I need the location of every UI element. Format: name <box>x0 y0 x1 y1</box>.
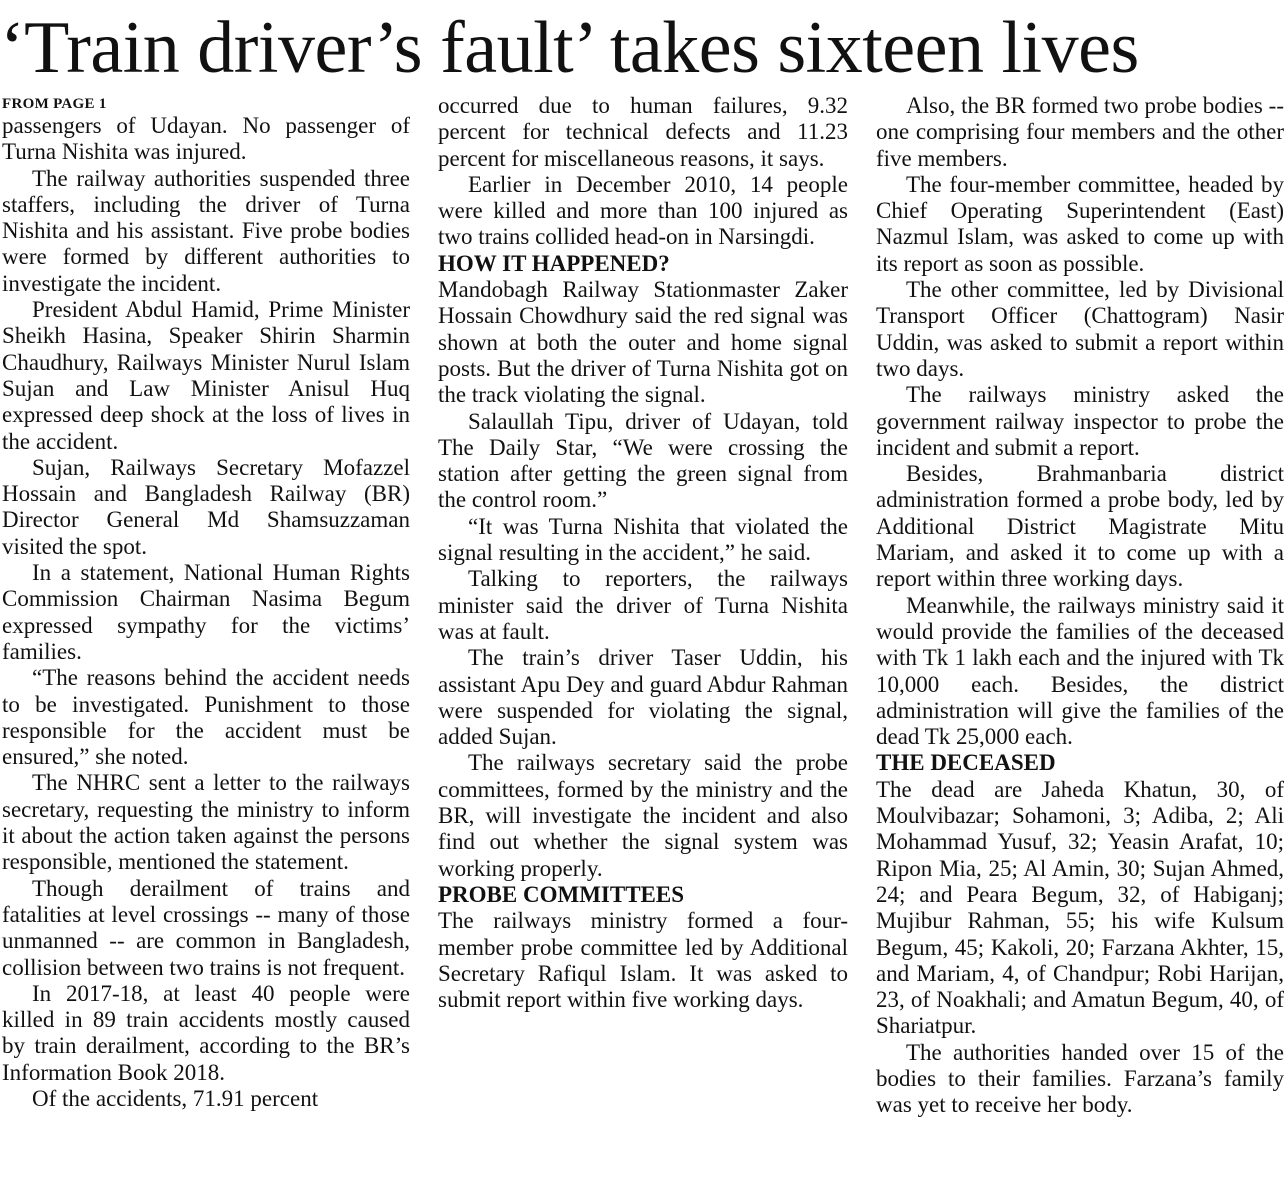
article-column-3 <box>876 93 1284 1175</box>
paragraph: In 2017-18, at least 40 people were killed in 89 train accidents mostly caused by train derailment, according to the BR’s Information Book 2018. <box>2 980 410 1085</box>
article-column-2 <box>438 93 848 1175</box>
paragraph: The four-member committee, headed by Chief Operating Superintendent (East) Nazmul Islam, was asked to come up with its report as soon as possible. <box>876 171 1284 276</box>
paragraph: Though derailment of trains and fatalities at level crossings -- many of those unmanned -- are common in Bangladesh, collision between two trains is not frequent. <box>2 875 410 980</box>
paragraph: The railways ministry formed a four-member probe committee led by Additional Secretary Rafiqul Islam. It was asked to submit report within five working days. <box>438 908 848 1013</box>
subhead-probe-committees: PROBE COMMITTEES <box>438 881 685 907</box>
paragraph: The railway authorities suspended three staffers, including the driver of Turna Nishita and his assistant. Five probe bodies were formed by different authorities to investigate the incident. <box>2 165 410 296</box>
paragraph: Of the accidents, 71.91 percent <box>32 1085 319 1111</box>
subhead-how-it-happened: HOW IT HAPPENED? <box>438 250 670 276</box>
paragraph: President Abdul Hamid, Prime Minister Sheikh Hasina, Speaker Shirin Sharmin Chaudhury, Railways Minister Nurul Islam Sujan and Law Minister Anisul Huq expressed deep shock at the loss of lives in the accident. <box>2 297 410 454</box>
paragraph: The train’s driver Taser Uddin, his assistant Apu Dey and guard Abdur Rahman were suspended for violating the signal, added Sujan. <box>438 645 848 750</box>
article-column-1 <box>2 96 410 1178</box>
subhead-the-deceased: THE DECEASED <box>876 750 1056 776</box>
paragraph: In a statement, National Human Rights Commission Chairman Nasima Begum expressed sympathy for the victims’ families. <box>2 560 410 664</box>
paragraph: The NHRC sent a letter to the railways secretary, requesting the ministry to inform it about the action taken against the persons responsible, mentioned the statement. <box>2 770 410 875</box>
paragraph: The railways secretary said the probe committees, formed by the ministry and the BR, will investigate the incident and also find out whether the signal system was working properly. <box>438 750 848 881</box>
paragraph: “It was Turna Nishita that violated the signal resulting in the accident,” he said. <box>438 513 848 566</box>
paragraph: Meanwhile, the railways ministry said it would provide the families of the deceased with Tk 1 lakh each and the injured with Tk 10,000 each. Besides, the district administration will give the families of the dead Tk 25,000 each. <box>876 592 1284 750</box>
article-headline: ‘Train driver’s fault’ takes sixteen lives <box>0 7 1139 89</box>
paragraph: Mandobagh Railway Stationmaster Zaker Hossain Chowdhury said the red signal was shown at both the outer and home signal posts. But the driver of Turna Nishita got on the track violating the signal. <box>438 277 848 408</box>
paragraph: The dead are Jaheda Khatun, 30, of Moulvibazar; Sohamoni, 3; Adiba, 2; Ali Mohammad Yusuf, 32; Yeasin Arafat, 10; Ripon Mia, 25; Al Amin, 30; Sujan Ahmed, 24; and Peara Begum, 32, of Habiganj; Mujibur Rahman, 55; his wife Kulsum Begum, 45; Kakoli, 20; Farzana Akhter, 15, and Mariam, 4, of Chandpur; Robi Harijan, 23, of Noakhali; and Amatun Begum, 40, of Shariatpur. <box>876 776 1284 1039</box>
paragraph: “The reasons behind the accident needs to be investigated. Punishment to those responsible for the accident must be ensured,” she noted. <box>2 665 410 770</box>
paragraph: Talking to reporters, the railways minister said the driver of Turna Nishita was at fault. <box>438 566 848 644</box>
paragraph: The authorities handed over 15 of the bodies to their families. Farzana’s family was yet to receive her body. <box>876 1039 1284 1118</box>
paragraph: passengers of Udayan. No passenger of Turna Nishita was injured. <box>2 113 410 165</box>
paragraph: Salaullah Tipu, driver of Udayan, told The Daily Star, “We were crossing the station after getting the green signal from the control room.” <box>438 408 848 513</box>
paragraph: The railways ministry asked the government railway inspector to probe the incident and submit a report. <box>876 382 1284 460</box>
paragraph: Also, the BR formed two probe bodies -- one comprising four members and the other five members. <box>876 93 1284 171</box>
paragraph: Besides, Brahmanbaria district administration formed a probe body, led by Additional District Magistrate Mitu Mariam, and asked it to come up with a report within three working days. <box>876 461 1284 592</box>
paragraph: The other committee, led by Divisional Transport Officer (Chattogram) Nasir Uddin, was asked to submit a report within two days. <box>876 277 1284 381</box>
paragraph: Sujan, Railways Secretary Mofazzel Hossain and Bangladesh Railway (BR) Director General Md Shamsuzzaman visited the spot. <box>2 454 410 559</box>
paragraph: Earlier in December 2010, 14 people were killed and more than 100 injured as two trains collided head-on in Narsingdi. <box>438 171 848 250</box>
jump-label: FROM PAGE 1 <box>2 96 107 112</box>
paragraph: occurred due to human failures, 9.32 percent for technical defects and 11.23 percent for miscellaneous reasons, it says. <box>438 93 848 171</box>
